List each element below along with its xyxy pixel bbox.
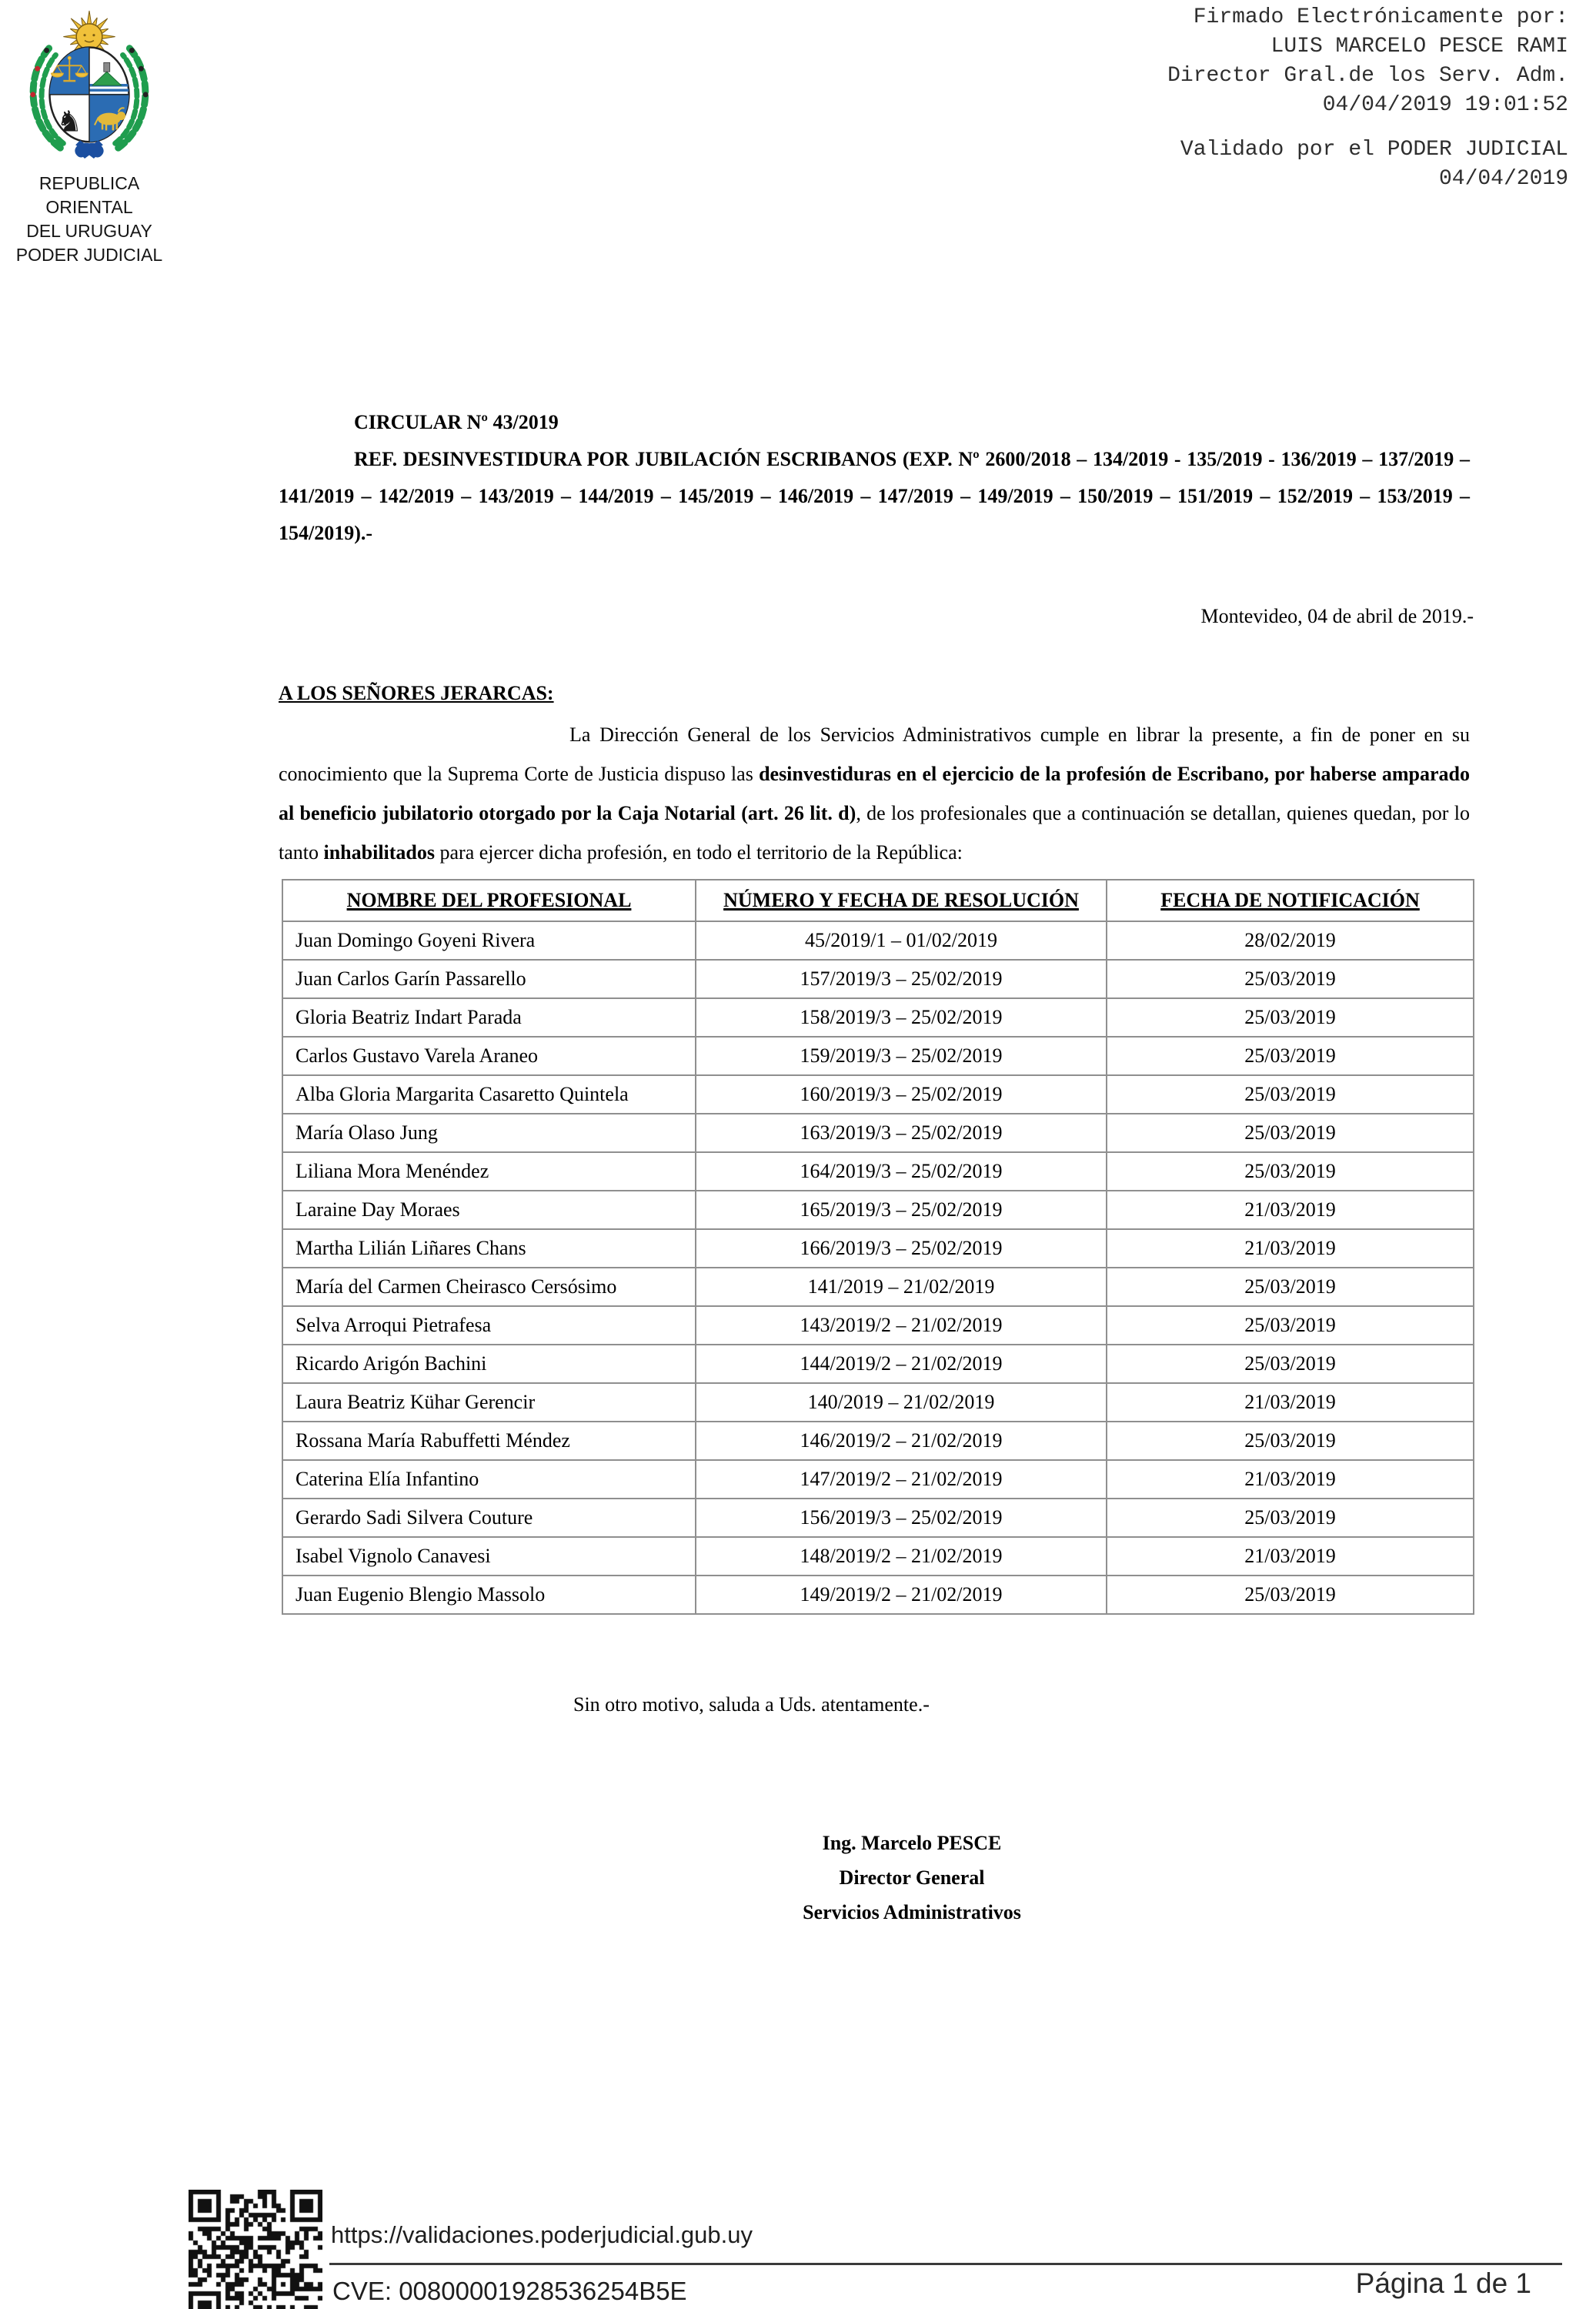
table-row — [282, 1191, 1474, 1229]
table-row — [282, 1422, 1474, 1460]
cell-resolution: 158/2019/3 – 25/02/2019 — [696, 998, 1107, 1037]
signer-office: Servicios Administrativos — [803, 1901, 1021, 1923]
cell-notification: 25/03/2019 — [1107, 1576, 1474, 1614]
cell-name: Martha Lilián Liñares Chans — [282, 1229, 696, 1268]
cell-notification: 25/03/2019 — [1107, 1345, 1474, 1383]
cell-resolution: 156/2019/3 – 25/02/2019 — [696, 1499, 1107, 1537]
professionals-table — [282, 879, 1474, 1615]
cell-name: Carlos Gustavo Varela Araneo — [282, 1037, 696, 1075]
cell-notification: 25/03/2019 — [1107, 1114, 1474, 1152]
header-nombre-del-profesional: NOMBRE DEL PROFESIONAL — [282, 880, 696, 921]
cell-notification: 21/03/2019 — [1107, 1460, 1474, 1499]
logo-caption-line: PODER JUDICIAL — [15, 245, 163, 265]
cell-resolution: 146/2019/2 – 21/02/2019 — [696, 1422, 1107, 1460]
body-paragraph: La Dirección General de los Servicios Administrativos cumple en librar la presente, a fin de poner en su conocimiento que la Suprema Corte de Justicia dispuso las desinvestiduras en el ejercicio de la profesión de Escribano, por haberse amparado al beneficio jubilatorio otorgado por la Caja Notarial (art. 26 lit. d), de los profesionales que a continuación se detallan, quienes quedan, por lo tanto inhabilitados para ejercer dicha profesión, en todo el territorio de la República: — [279, 723, 1470, 864]
cell-notification: 25/03/2019 — [1107, 1499, 1474, 1537]
cell-notification: 25/03/2019 — [1107, 1037, 1474, 1075]
cell-name: Rossana María Rabuffetti Méndez — [282, 1422, 696, 1460]
logo-caption-line: REPUBLICA ORIENTAL — [38, 173, 140, 217]
coat-of-arms-icon — [13, 5, 165, 169]
header-fecha-de-notificacion: FECHA DE NOTIFICACIÓN — [1107, 880, 1474, 921]
cell-name: María Olaso Jung — [282, 1114, 696, 1152]
page-indicator: Página 1 de 1 — [1355, 2267, 1531, 2299]
table-row — [282, 1460, 1474, 1499]
cell-resolution: 160/2019/3 – 25/02/2019 — [696, 1075, 1107, 1114]
cell-resolution: 148/2019/2 – 21/02/2019 — [696, 1537, 1107, 1576]
cell-notification: 21/03/2019 — [1107, 1191, 1474, 1229]
cell-resolution: 157/2019/3 – 25/02/2019 — [696, 960, 1107, 998]
table-row — [282, 1383, 1474, 1422]
cell-resolution: 166/2019/3 – 25/02/2019 — [696, 1229, 1107, 1268]
cell-name: Alba Gloria Margarita Casaretto Quintela — [282, 1075, 696, 1114]
table-row — [282, 1037, 1474, 1075]
signature-block — [720, 1826, 1104, 1930]
cell-name: Gloria Beatriz Indart Parada — [282, 998, 696, 1037]
cell-name: Selva Arroqui Pietrafesa — [282, 1306, 696, 1345]
cell-name: Caterina Elía Infantino — [282, 1460, 696, 1499]
cell-name: Gerardo Sadi Silvera Couture — [282, 1499, 696, 1537]
table-row — [282, 921, 1474, 960]
cell-name: Laraine Day Moraes — [282, 1191, 696, 1229]
cell-resolution: 45/2019/1 – 01/02/2019 — [696, 921, 1107, 960]
stamp-line: Director Gral.de los Serv. Adm. — [1167, 64, 1568, 88]
footer-divider — [329, 2263, 1562, 2265]
validation-url-link[interactable]: https://validaciones.poderjudicial.gub.uy — [331, 2221, 753, 2248]
signer-name: Ing. Marcelo PESCE — [822, 1832, 1002, 1854]
cell-resolution: 163/2019/3 – 25/02/2019 — [696, 1114, 1107, 1152]
cell-notification: 25/03/2019 — [1107, 1075, 1474, 1114]
cell-notification: 21/03/2019 — [1107, 1537, 1474, 1576]
table-row — [282, 1306, 1474, 1345]
cell-name: Liliana Mora Menéndez — [282, 1152, 696, 1191]
circular-number-title: CIRCULAR Nº 43/2019 — [354, 411, 559, 433]
header-numero-y-fecha-de-resolucion: NÚMERO Y FECHA DE RESOLUCIÓN — [696, 880, 1107, 921]
cell-name: Ricardo Arigón Bachini — [282, 1345, 696, 1383]
table-row — [282, 1537, 1474, 1576]
cell-name: Isabel Vignolo Canavesi — [282, 1537, 696, 1576]
cell-resolution: 159/2019/3 – 25/02/2019 — [696, 1037, 1107, 1075]
table-header-row — [282, 880, 1474, 921]
logo-caption-line: DEL URUGUAY — [26, 221, 152, 241]
cell-name: Juan Domingo Goyeni Rivera — [282, 921, 696, 960]
dateline: Montevideo, 04 de abril de 2019.- — [1200, 605, 1474, 627]
table-row — [282, 1499, 1474, 1537]
cell-notification: 28/02/2019 — [1107, 921, 1474, 960]
cell-resolution: 164/2019/3 – 25/02/2019 — [696, 1152, 1107, 1191]
stamp-line: 04/04/2019 19:01:52 — [1322, 93, 1568, 117]
cell-resolution: 144/2019/2 – 21/02/2019 — [696, 1345, 1107, 1383]
cell-name: Juan Eugenio Blengio Massolo — [282, 1576, 696, 1614]
cell-resolution: 165/2019/3 – 25/02/2019 — [696, 1191, 1107, 1229]
salutation: A LOS SEÑORES JERARCAS: — [279, 682, 554, 704]
cell-notification: 21/03/2019 — [1107, 1229, 1474, 1268]
table-row — [282, 1576, 1474, 1614]
logo-caption — [6, 172, 172, 267]
table-row — [282, 960, 1474, 998]
cell-name: Laura Beatriz Kühar Gerencir — [282, 1383, 696, 1422]
table-row — [282, 998, 1474, 1037]
validation-stamp — [1180, 135, 1568, 194]
cell-resolution: 140/2019 – 21/02/2019 — [696, 1383, 1107, 1422]
cve-code: CVE: 00800001928536254B5E — [332, 2277, 687, 2305]
cell-notification: 21/03/2019 — [1107, 1383, 1474, 1422]
cell-notification: 25/03/2019 — [1107, 1268, 1474, 1306]
qr-code — [189, 2190, 322, 2309]
table-row — [282, 1075, 1474, 1114]
stamp-line: LUIS MARCELO PESCE RAMI — [1270, 35, 1568, 58]
cell-resolution: 143/2019/2 – 21/02/2019 — [696, 1306, 1107, 1345]
cell-notification: 25/03/2019 — [1107, 1422, 1474, 1460]
cell-name: Juan Carlos Garín Passarello — [282, 960, 696, 998]
cell-notification: 25/03/2019 — [1107, 998, 1474, 1037]
table-row — [282, 1345, 1474, 1383]
cell-resolution: 141/2019 – 21/02/2019 — [696, 1268, 1107, 1306]
poder-judicial-logo — [6, 5, 172, 267]
reference-paragraph: REF. DESINVESTIDURA POR JUBILACIÓN ESCRIBANOS (EXP. Nº 2600/2018 – 134/2019 - 135/2019 - 136/2019 – 137/2019 – 141/2019 – 142/2019 – 143/2019 – 144/2019 – 145/2019 – 146/2019 – 147/2019 – 149/2019 – 150/2019 – 151/2019 – 152/2019 – 153/2019 – 154/2019).- — [279, 448, 1470, 544]
table-row — [282, 1114, 1474, 1152]
cell-notification: 25/03/2019 — [1107, 1306, 1474, 1345]
cell-name: María del Carmen Cheirasco Cersósimo — [282, 1268, 696, 1306]
electronic-signature-stamp — [1167, 3, 1568, 120]
cell-resolution: 149/2019/2 – 21/02/2019 — [696, 1576, 1107, 1614]
stamp-line: 04/04/2019 — [1438, 167, 1568, 191]
cell-resolution: 147/2019/2 – 21/02/2019 — [696, 1460, 1107, 1499]
svg-text:♞: ♞ — [56, 104, 83, 139]
cell-notification: 25/03/2019 — [1107, 960, 1474, 998]
signer-title: Director General — [839, 1866, 985, 1889]
table-row — [282, 1152, 1474, 1191]
closing-line: Sin otro motivo, saluda a Uds. atentamente.- — [573, 1693, 930, 1716]
stamp-line: Firmado Electrónicamente por: — [1193, 5, 1568, 29]
table-row — [282, 1229, 1474, 1268]
stamp-line: Validado por el PODER JUDICIAL — [1180, 138, 1568, 162]
cell-notification: 25/03/2019 — [1107, 1152, 1474, 1191]
table-row — [282, 1268, 1474, 1306]
